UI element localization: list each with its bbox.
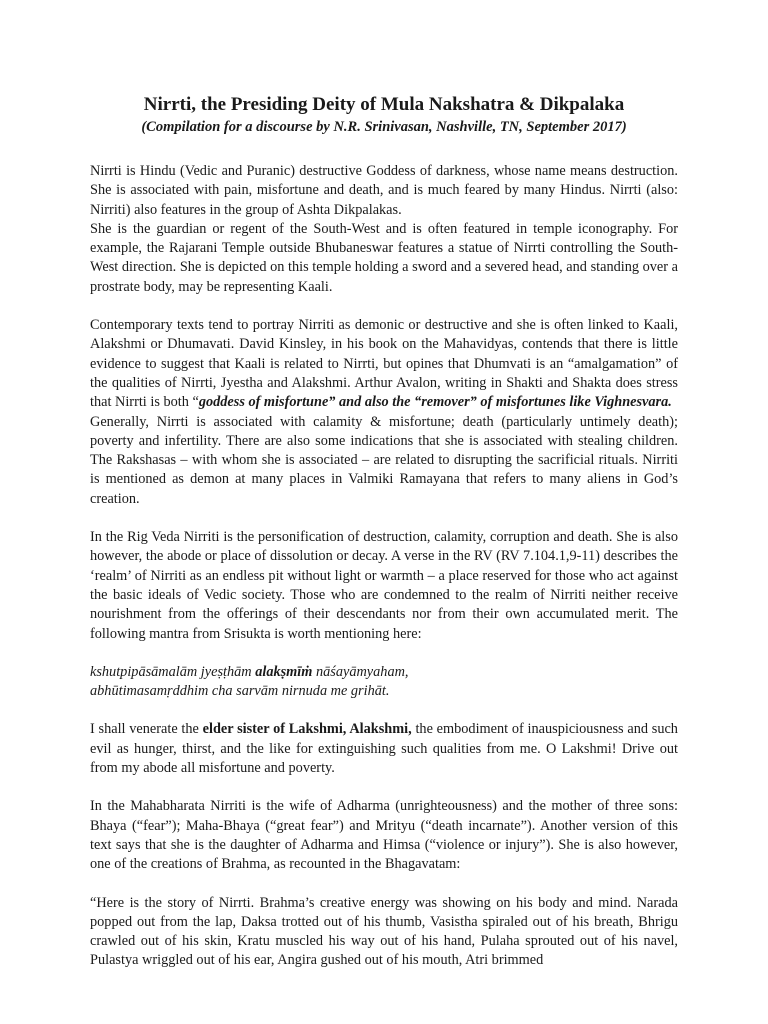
paragraph-guardian: She is the guardian or regent of the South-West and is often featured in temple iconography. For example, the Rajarani Temple outside Bhubaneswar features a statue of Nirrti controlling the South-West direction. She is depicted on this temple holding a sword and a severed head, and standing over a prostrate body, may be representing Kaali. [90,220,678,295]
venerate-separator: , [342,721,350,738]
venerate-bold-elder-sister: elder sister of Lakshmi [202,721,343,738]
venerate-bold-alakshmi: Alakshmi, [349,721,412,738]
mantra-text-b: nāśayāmyaham, [312,663,409,680]
mantra-line-2: abhūtimasamṛddhim cha sarvām nirnuda me grihāt. [90,683,390,700]
page-title: Nirrti, the Presiding Deity of Mula Nakshatra & Dikpalaka [143,94,625,115]
emphasis-goddess-of-misfortune: goddess of misfortune” and also the “remover” of misfortunes like Vighnesvara. [198,394,672,411]
venerate-text-a: I shall venerate the [90,721,203,738]
page-subtitle: (Compilation for a discourse by N.R. Srinivasan, Nashville, TN, September 2017) [141,119,627,135]
paragraph-rig-veda: In the Rig Veda Nirriti is the personification of destruction, calamity, corruption and death. She is also however, the abode or place of dissolution or decay. A verse in the RV (RV 7.104.1,9-11) describes the ‘realm’ of Nirriti as an endless pit without light or warmth – a place reserved for those who act against the basic ideals of Vedic society. Those who are condemned to the realm of Nirriti neither receive nourishment from the offerings of their descendants nor from their own accumulated merit. The following mantra from Srisukta is worth mentioning here: [90,529,678,642]
paragraph-contemporary [90,316,678,412]
paragraph-story: “Here is the story of Nirrti. Brahma’s creative energy was showing on his body and mind. Narada popped out from the lap, Daksa trotted out of his thumb, Vasistha spiraled out of his breath, Bhrigu crawled out of his skin, Kratu muscled his way out of his hand, Pulaha sprouted out of his navel, Pulastya wriggled out of his ear, Angira gushed out of his mouth, Atri brimmed [90,894,678,969]
mantra-keyword: alakṣmīṁ [255,663,313,680]
mantra-text-a: kshutpipāsāmalām jyeṣṭhām [90,663,256,680]
venerate-text-b: the embodiment of inauspiciousness and such evil as hunger, thirst, and the like for extinguishing such qualities from me. O Lakshmi! Drive out from my abode all misfortune and poverty. [90,721,678,777]
paragraph-mahabharata: In the Mahabharata Nirriti is the wife of Adharma (unrighteousness) and the mother of three sons: Bhaya (“fear”); Maha-Bhaya (“great fear”) and Mrityu (“death incarnate”). Another version of this text says that she is the daughter of Adharma and Himsa (“violence or injury”). She is also however, one of the creations of Brahma, as recounted in the Bhagavatam: [90,798,678,873]
mantra-line-1 [90,663,678,682]
paragraph-intro: Nirrti is Hindu (Vedic and Puranic) destructive Goddess of darkness, whose name means destruction. She is associated with pain, misfortune and death, and is much feared by many Hindus. Nirrti (also: Nirriti) also features in the group of Ashta Dikpalakas. [90,163,678,218]
paragraph-calamity: Generally, Nirrti is associated with calamity & misfortune; death (particularly untimely death); poverty and infertility. There are also some indications that she is associated with stealing children. The Rakshasas – with whom she is associated – are related to disrupting the sacrificial rituals. Nirriti is mentioned as demon at many places in Valmiki Ramayana that refers to many aliens in God’s creation. [90,413,678,507]
paragraph-venerate [90,720,678,778]
paragraph-contemporary-text: Contemporary texts tend to portray Nirriti as demonic or destructive and she is often linked to Kaali, Alakshmi or Dhumavati. David Kinsley, in his book on the Mahavidyas, contends that there is little evidence to suggest that Kaali is related to Nirrti, but opines that Dhumvati is an “amalgamation” of the qualities of Nirrti, Jyestha and Alakshmi. Arthur Avalon, writing in Shakti and Shakta does stress that Nirrti is both “ [90,317,678,411]
